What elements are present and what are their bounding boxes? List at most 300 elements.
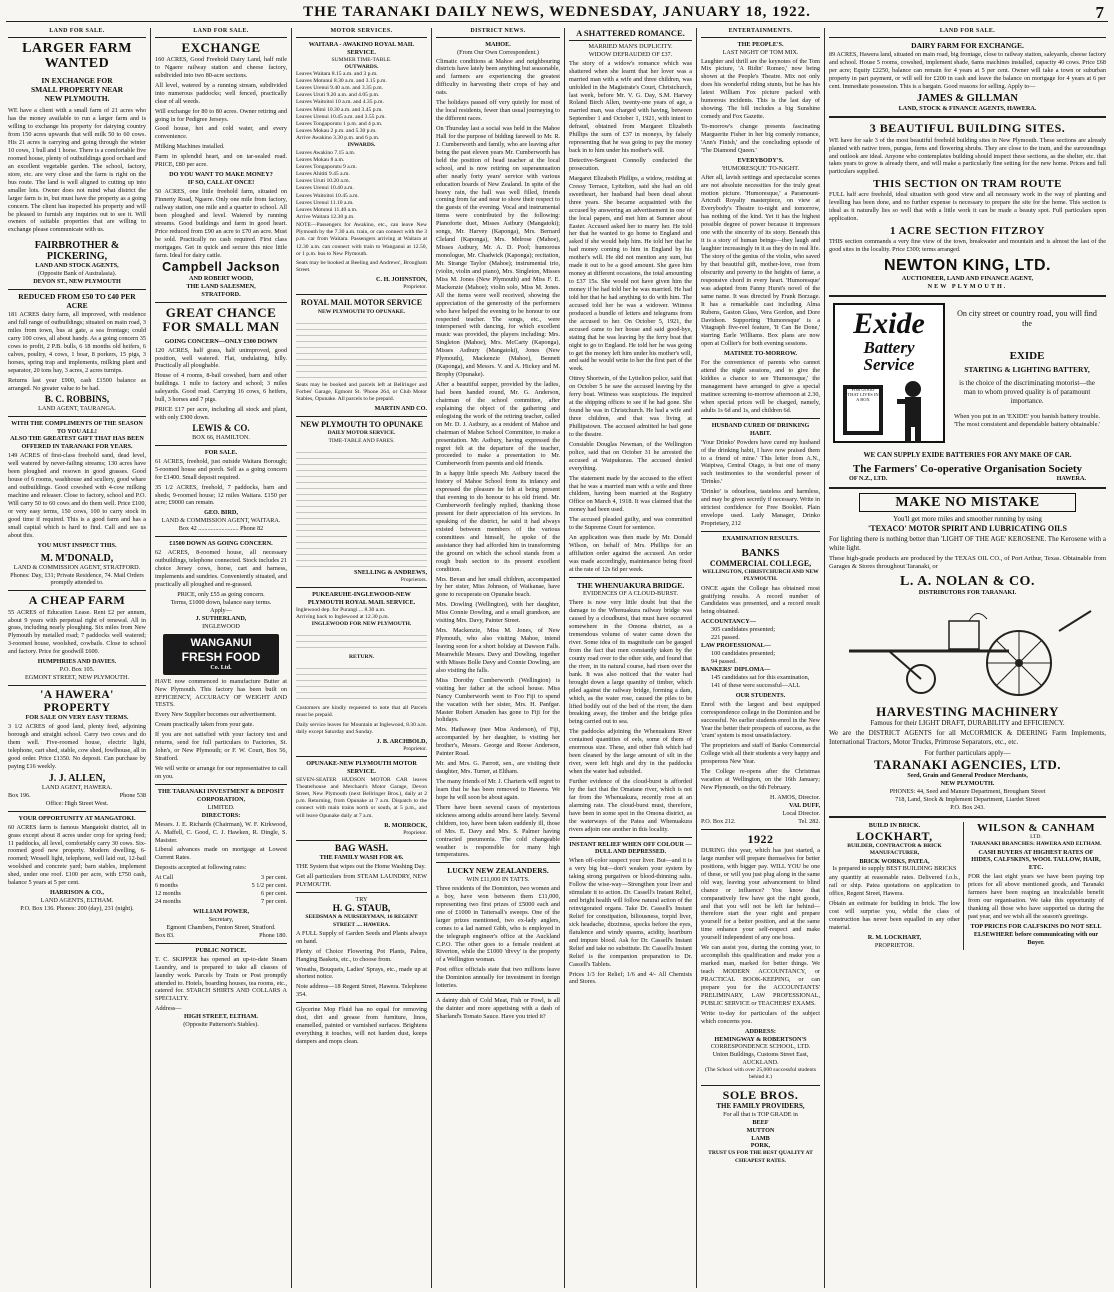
rate-value: 3 per cent. bbox=[261, 874, 287, 882]
article-paragraph: For the convenience of parents who cannot attend the night sessions, and to give the kiddies a chance to see 'Humoresque,' the management have arranged to give a special matinee screening to-morrow afternoon at 2.30, when special prices will be charged, namely, adults 1s 6d and 1s, and children 6d. bbox=[701, 359, 820, 414]
ad-subheading: IF SO, CALL AT ONCE! bbox=[187, 179, 255, 187]
agent-sub: Seed, Grain and General Produce Merchants, bbox=[907, 772, 1028, 780]
agent-sub: NEW PLYMOUTH. bbox=[940, 780, 995, 788]
service-line: Arriving back to Inglewood at 12.30 p.m. bbox=[296, 613, 390, 620]
agent-phone: 718, Land, Stock & Implement Department, Liardet Street bbox=[895, 796, 1040, 804]
agent-address: EGMONT STREET, NEW PLYMOUTH. bbox=[24, 674, 130, 682]
timetable-table bbox=[296, 318, 427, 380]
service-note: NOTE—Passengers for Awakino, etc., can leave New Plymouth by the 7.30 a.m. train, or can connect with the 3 p.m. car from Waitara. Passengers arriving at Waitara at 12.30 a.m. can connect with train to Wanganui at 12.50, or 1 p.m. bus to New Plymouth. bbox=[296, 222, 427, 257]
meat-item: MUTTON bbox=[746, 1126, 775, 1134]
agent-sub: AND ROBERT WOOD, bbox=[188, 275, 254, 283]
proprietor-title: Proprietor. bbox=[403, 829, 427, 836]
service-note: Daily service leaves for Mountain at Inglewood, 8.30 a.m. daily except Saturday and Sunday. bbox=[296, 721, 427, 735]
article-paragraph: Mrs. Dowling (Wellington), with her daughter, Miss Connie Dowling, and a small grandson, are visiting Mrs. Davy, Painter Street. bbox=[436, 601, 560, 625]
article-paragraph: The paddocks adjoining the Whenuakura River contained quantities of eels, some of them of enormous size. These, and other fish which had been cleaned by the large amount of silt in the river, were left high and dry in the paddocks when the water had subsided. bbox=[569, 728, 692, 776]
ad-body: DURING this year, which has just started, a large number will prepare themselves for better positions, with bigger pay. WILL YOU be one of these, or will you just plug along in the same old way, leaving your advancement to blind chance or influence? You know that comparatively few have got the right goods, and that you will not be left far behind—therefore start the year right and prepare yourself for a better position, and at the same time enhance your self-respect and make yourself independent of any one boss. bbox=[701, 846, 820, 942]
agent-name: NEWTON KING, LTD. bbox=[883, 257, 1051, 275]
article-paragraph: After all, lavish settings and spectacular scenes are not absolute necessities for the truly great motion picture. 'Humoresque,' a Paramount-Artcraft Royalty masterpiece, on view at Everybody's Theatre to-night and tomorrow, has nothing of the kind. Yet it has the highest possible degree of power because it impresses one with the sincerity of its story. Beneath this it is a story of human beings—they laugh and laughter increasingly in it as they do in real life. The story of the genius of the violin, who saved by that beautiful gift, mother-love, rose from obscurity and poverty to the heights of fame, a responsive chord in every heart. 'Humoresque' was adapted from Fanny Hurst's novel of the same name. It was directed by Frank Borzage. It has a remarkable cast including Alma Rubens, Gaston Glass, Vera Gordon, and Dore Davidson. Supporting 'Humoresque' is a Vitagraph five-reel feature, 'It Can Be Done,' starring Earle Williams. Box plans are now open at Collier's for both evening sessions. bbox=[701, 173, 820, 348]
agent-address: Egmont Chambers, Fenton Street, Stratford. bbox=[166, 923, 276, 931]
college-phone: Tel. 282. bbox=[798, 817, 820, 825]
ad-body: 55 ACRES of Education Lease. Rent £2 per annum, about 9 years with perpetual right of renewal. All in grass, including nearly ploughing. Six miles from New Plymouth by metalled road; 7 paddocks well watered; 3-roomed house, woolshed, cowbails. Close to school and factory. Price for goodwill £600. bbox=[8, 608, 146, 656]
ad-heading: A CHEAP FARM bbox=[28, 593, 126, 608]
ad-body: PRICE £17 per acre, including all stock and plant, with only £300 down. bbox=[155, 406, 287, 422]
theatre-sub: MATINEE TO-MORROW. bbox=[724, 350, 797, 358]
ad-body: 62 ACRES, 8-roomed house, all necessary outbuildings, telephone connected. Stock includes 21 choice Jersey cows, horse, cart and harness, implements and sundries. Conveniently situated, and practically all ploughed and re-grassed. bbox=[155, 549, 287, 588]
result-line: 221 passed. bbox=[711, 634, 740, 642]
bottom-ads bbox=[829, 822, 1106, 950]
agent-sub: STRATFORD. bbox=[201, 291, 241, 299]
agent-phone: P.O. Box 136. Phones: 200 (day), 231 (night). bbox=[20, 905, 134, 912]
article-paragraph: The many friends of Mr. J. Charteris will regret to learn that he has been removed to Hawera. We hope he will soon be about again. bbox=[436, 778, 560, 801]
ad-body: Note address—18 Regent Street, Hawera. Telephone 354. bbox=[296, 983, 427, 999]
column-rule bbox=[696, 28, 697, 1288]
ad-subheading: CASH BUYERS AT HIGHEST RATES OF bbox=[978, 848, 1094, 856]
ad-subheading: FOR SALE ON VERY EASY TERMS. bbox=[25, 714, 129, 722]
section-header: LAND FOR SALE. bbox=[155, 28, 287, 38]
rate-row bbox=[155, 874, 287, 882]
rate-term: 6 months bbox=[155, 882, 178, 890]
ad-subheading: IN EXCHANGE FOR bbox=[41, 76, 113, 86]
agent-name: FAIRBROTHER & PICKERING, bbox=[34, 240, 120, 263]
timetable-row: Arrive Waitara 12.30 p.m. bbox=[296, 213, 355, 220]
service-note: Seats may be booked at Beeling and Andrews', Brougham Street. bbox=[296, 259, 427, 274]
ad-heading: PUBLIC NOTICE. bbox=[195, 946, 247, 954]
ad-body: Enrol with the largest and best equipped correspondence college in the Dominion and be successful. No earlier students enrol in the New Year the better their prospects of success, as the 'cram' system is most unsatisfactory. bbox=[701, 700, 820, 740]
agent-sub: LAND, STOCK & FINANCE AGENTS, HAWERA. bbox=[898, 104, 1037, 112]
timetable-row: Leaves Urenui 10.45 a.m. and 3.55 p.m. bbox=[296, 113, 386, 120]
column-rule bbox=[824, 28, 825, 1288]
agent-contact bbox=[155, 932, 287, 940]
timetable-row: Leaves Mokau 2 p.m. and 5.30 p.m. bbox=[296, 128, 377, 135]
timetable-row: Leaves Urenui 9.40 a.m. and 3.35 p.m. bbox=[296, 85, 383, 92]
service-heading: PUKEARUHE-INGLEWOOD-NEW PLYMOUTH ROYAL MAIL SERVICE. bbox=[307, 590, 416, 606]
service-sub: TIME-TABLE AND FARES. bbox=[328, 437, 395, 444]
rate-term: 24 months bbox=[155, 898, 181, 906]
rate-row bbox=[155, 890, 287, 898]
ad-body: 3 1/2 ACRES of good land, plenty feed, adjoining borough and straight school. Carry two cows and do them well. Five-roomed house, electric light, telephone, cart shed, stable, cow shed, fowlhouse, all in good order. Price £1350. No deposit. Can purchase by paying £16 weekly. bbox=[8, 723, 146, 770]
ad-body: Prices 1/3 for Relief; 1/6 and 4/- All Chemists and Stores. bbox=[569, 970, 692, 986]
agent-name: H. G. STAUB, bbox=[332, 904, 391, 915]
agent-name: J. J. ALLEN, bbox=[48, 772, 106, 784]
ad-heading: THIS SECTION ON TRAM ROUTE bbox=[873, 178, 1062, 191]
ad-heading: 3 BEAUTIFUL BUILDING SITES. bbox=[869, 121, 1066, 136]
meat-list bbox=[701, 1119, 820, 1151]
article-paragraph: In a happy little speech Mr. Astbury traced the history of Mahoe School from its infancy and expressed the pleasure he felt at being present that evening to do honour to his old friend. Mr. Cumberworth feelingly replied, thanking those present for their appreciation of his services. In speaking of the district, he said it had always existed between members of the various committees and himself, he spoke of the assistance they had afforded him in transforming the ground on which the school stands from a rough bush section to its present excellent condition. bbox=[436, 470, 560, 573]
proprietor-name: R. M. LOCKHART, bbox=[867, 933, 922, 941]
college-name: COMMERCIAL COLLEGE, bbox=[709, 559, 812, 569]
service-sub: NEW PLYMOUTH TO OPUNAKE. bbox=[317, 308, 406, 315]
article-paragraph: The story of a widow's romance which was shattered when she learnt that her lover was a married man with a wife and three children, was unfolded in the Magistrate's Court, Christchurch, last week, before Mr. V. G. Day, S.M. Harvey Roland Birch Allen, twenty-one years of age, a married man, was charged with having, between September 1 and October 1, 1921, with intent to defraud, obtained from Margaret Elizabeth Phillips the sum of £37 in moneys, by falsely representing that he was going to pay the money back in to him under his mother's will. bbox=[569, 59, 692, 155]
agent-name: HARRISON & CO., bbox=[50, 889, 104, 897]
service-sub: DAILY MOTOR SERVICE. bbox=[327, 430, 396, 437]
college-box: P.O. Box 212. bbox=[701, 817, 736, 825]
ad-heading: MAKE NO MISTAKE bbox=[859, 493, 1076, 512]
article-subheading: WIN £11,000 IN TATTS. bbox=[466, 876, 530, 884]
section-header: DISTRICT NEWS. bbox=[436, 28, 560, 38]
agent-sub: INGLEWOOD bbox=[202, 622, 240, 630]
article-paragraph: Ottrey Shortwin, of the Lyttelton police, said that on October 5 he saw the accused leaving by the ferry boat. Witness was suspicious. He inquired at the shipping offices to see if he had gone. She found he was in Christchurch. He had a wife and three children, and that was living at Phillipstown. The accused admitted he had gone to the theatre. bbox=[569, 375, 692, 438]
college-sub: WELLINGTON, CHRISTCHURCH AND NEW PLYMOUTH. bbox=[702, 569, 819, 583]
agent-name: LOCKHART, bbox=[856, 829, 933, 844]
timetable-row: Arrive Awakino 3.30 p.m. and 6 p.m. bbox=[296, 135, 380, 142]
exide-logo-sub: Service bbox=[863, 354, 915, 374]
agent-phone: Phone 180. bbox=[259, 931, 287, 939]
exide-body: When you put in an 'EXIDE' you banish battery trouble. 'The most consistent and dependable battery obtainable.' bbox=[953, 412, 1101, 429]
section-header: ENTERTAINMENTS. bbox=[701, 28, 820, 38]
agent-sub: BUILDER, CONTRACTOR & BRICK MANUFACTURER, bbox=[847, 843, 942, 857]
rate-value: 6 per cent. bbox=[261, 890, 287, 898]
school-sub: CORRESPONDENCE SCHOOL, LTD. bbox=[710, 1043, 811, 1051]
article-paragraph: Further evidence of the cloud-burst is afforded by the fact that the Omatane river, which is not far from the Whenuakura, recently rose at an alarming rate. The cloud-burst must, therefore, have been in some spot in the Omona district, as the waterways of the Patea and Whenuakura rivers adjoin one another in this locality. bbox=[569, 777, 692, 833]
timetable-row: Leaves Awakino 7.15 a.m. bbox=[296, 149, 356, 156]
ad-heading: YOUR OPPORTUNITY AT MANGATOKI. bbox=[18, 814, 136, 822]
rate-term: At Call bbox=[155, 874, 174, 882]
ad-body: 61 ACRES, freehold, just outside Waitara Borough; 5-roomed house and porch. Sell as a going concern for £1400. Small deposit required. bbox=[155, 457, 287, 481]
ad-body: The College re-opens after the Christmas vacation at Wellington, on the 16th January; New Plymouth, on the 6th February. bbox=[701, 768, 820, 792]
meat-item: BEEF bbox=[752, 1118, 769, 1126]
theatre-name: THE PEOPLE'S. bbox=[737, 40, 784, 48]
lockhart-ad bbox=[829, 822, 964, 950]
column-3 bbox=[296, 28, 427, 1288]
article-paragraph: The statement made by the accused to the effect that he was a married man with a wife and three children, having been married at the Registry Office on March 4, 1918. It was claimed that the money had been used. bbox=[569, 474, 692, 514]
column-rule bbox=[564, 28, 565, 1288]
agent-sub: LAND AND STOCK AGENTS, bbox=[35, 262, 119, 270]
shop-sub: For all that is TOP GRADE in bbox=[723, 1110, 798, 1118]
ad-body: 120 ACRES, half grass, half unimproved, good position, well watered. Flat, undulating, hilly. Practically all ploughable. bbox=[155, 346, 287, 370]
ad-heading: WITH THE COMPLIMENTS OF THE SEASON TO YOU ALL! bbox=[11, 419, 143, 435]
exide-badge-text: FOR GOOD THAT LIVES IN A BOX bbox=[847, 386, 879, 403]
proprietor-title: PROPRIETOR. bbox=[874, 941, 915, 949]
agent-office: Office: High Street West. bbox=[45, 799, 109, 807]
rate-row bbox=[155, 898, 287, 906]
ad-note: YOU MUST INSPECT THIS. bbox=[37, 541, 117, 549]
proprietor-name: J. B. ARCHBOLD, bbox=[376, 737, 427, 745]
ad-heading: HUSBAND CURED OF DRINKING HABIT. bbox=[711, 421, 810, 437]
ad-body: T. C. SKIPPER has opened an up-to-date Steam Laundry, and is prepared to take all classes of laundry work. Parcels by Train or Post promptly attended to. Hotels, boarding houses, tea rooms, etc., catered for. STARCH SHIRTS AND COLLARS A SPECIALTY. bbox=[155, 955, 287, 1003]
article-heading: MAHOE. bbox=[485, 40, 511, 48]
ad-body: Famous for their LIGHT DRAFT, DURABILITY and EFFICIENCY. bbox=[870, 719, 1065, 728]
ad-heading: 'A HAWERA' PROPERTY bbox=[40, 689, 114, 714]
agent-address: P.O. Box 105. bbox=[59, 666, 95, 674]
column-1 bbox=[8, 28, 146, 1288]
article-heading: LUCKY NEW ZEALANDERS. bbox=[447, 866, 549, 876]
ad-body: Good house, hot and cold water, and every convenience. bbox=[155, 125, 287, 141]
agent-sub: LAND AGENT, HAWERA. bbox=[41, 783, 113, 791]
article-heading: A SHATTERED ROMANCE. bbox=[569, 28, 692, 41]
ad-body: Plenty of Choice Flowering Pot Plants, Palms, Hanging Baskets, etc., to choose from. bbox=[296, 947, 427, 963]
agent-name: Campbell Jackson bbox=[162, 260, 280, 275]
agent-name: L. A. NOLAN & CO. bbox=[900, 573, 1035, 589]
theatre-sub: LAST NIGHT OF TOM MIX. bbox=[722, 48, 799, 56]
article-paragraph: The holidays passed off very quietly for most of the local residents, fewer than usual journeying to the different races. bbox=[436, 99, 560, 123]
ad-body: 60 ACRES farm is famous Mangatoki district, all in grass except about 8 acres under crop for spring feed; 11 paddocks, all level, comfortably carry 30 cows. Six-roomed good new property. Modern dwelling, 6-roomed; Wessell light, telephone, well laid out, 12-bail woolshed and concrete yard; barn stables, implement shed, under one roof. £100 per acre, with £750 cash, balance 5 years at 5 per cent. bbox=[8, 823, 146, 887]
agent-sub: LAND & COMMISSION AGENT, STRATFORD. bbox=[13, 563, 141, 571]
timetable-row: Leaves Urenui 10.40 a.m. bbox=[296, 185, 354, 192]
ad-heading: DAIRY FARM FOR EXCHANGE. bbox=[911, 40, 1024, 50]
agent-sub: (Opposite Bank of Australasia). bbox=[37, 270, 117, 278]
masthead-title: THE TARANAKI DAILY NEWS, WEDNESDAY, JANUARY 18, 1922. bbox=[303, 4, 811, 20]
agent-name: B. C. ROBBINS, bbox=[44, 393, 110, 404]
article-paragraph: An application was then made by Mr. Donald Wilson, on behalf of Mrs. Phillips for an affiliation order against the accused. An order was made accordingly, maintenance being fixed at the rate of 12s 6d per week. bbox=[569, 534, 692, 573]
logo-line: Co. Ltd. bbox=[210, 664, 232, 671]
article-subheading: WIDOW DEFRAUDED OF £37. bbox=[588, 50, 673, 58]
ad-body: HAVE now commenced to manufacture Butter at New Plymouth. This factory has been built on EFFICIENCY, ACCURACY OF WEIGHT AND TESTS. bbox=[155, 677, 287, 709]
ad-body: Glycerine Mop Fluid has no equal for removing dust, dirt and grease from furniture, linos, enamelled, painted or varnished surfaces. Brightens everything it touches, will not harden dust, keeps dampers and mops clean. bbox=[296, 1006, 427, 1046]
agent-box: Box 196. bbox=[8, 791, 31, 799]
meat-item: PORK, bbox=[750, 1142, 771, 1150]
article-paragraph: Detective-Sergeant Connolly conducted the prosecution. bbox=[569, 157, 692, 172]
rate-value: 7 per cent. bbox=[261, 898, 287, 906]
logo-line: WANGANUI bbox=[190, 636, 252, 649]
ad-body: The proprietors and staff of Banks Commercial College wish all their students a very happy and prosperous New Year. bbox=[701, 742, 820, 766]
school-address: Union Buildings, Customs Street East, AUCKLAND. bbox=[712, 1051, 809, 1067]
exide-logo-sub: Battery bbox=[863, 337, 915, 357]
article-heading: THE WHENUAKURA BRIDGE. bbox=[576, 580, 685, 590]
agent-box: Box 83. bbox=[155, 931, 175, 939]
exide-body: is the choice of the discriminating motorist—the man to whom proved quality is of paramount importance. bbox=[959, 378, 1095, 405]
section-header: LAND FOR SALE. bbox=[829, 28, 1106, 38]
timetable-inwards bbox=[296, 150, 427, 222]
timetable-row: Leaves Mimi 10.30 a.m. and 3.45 p.m. bbox=[296, 106, 383, 113]
page-number: 7 bbox=[1095, 3, 1104, 22]
agent-name: TARANAKI AGENCIES, LTD. bbox=[873, 757, 1062, 773]
timetable-row: Leaves Waitara 8.15 a.m. and 3 p.m. bbox=[296, 70, 378, 77]
ad-body: Will exchange for 80 to 80 acres. Owner retiring and going in for Pedigree Jerseys. bbox=[155, 107, 287, 123]
ad-body: FOR the last eight years we have been paying top prices for all above mentioned goods, and Taranaki farmers have been reaping an incalculable benefit from our organisation. We take this opportunity of thanking all those who have supported us during the past year, and we wish all the season's greetings. bbox=[968, 873, 1104, 921]
agent-sub: Secretary, bbox=[208, 915, 234, 923]
shop-sub: THE FAMILY PROVIDERS, bbox=[716, 1101, 805, 1110]
result-line: 305 candidates presented; bbox=[711, 626, 775, 634]
ad-body: 50 ACRES, one little freehold farm, situated on Finnerty Road, Ngaere. Only one mile from factory, railway station, one mile and a quarter to school. All been ploughed and level. Watered by running streams. Good buildings and farm in good heart. Price reduced from £90 an acre to £70 an acre. Must be sold. Practically no cash required. First class mortgages. Get in quick and secure this nice little farm. Ideal for dairy cattle. bbox=[155, 188, 287, 259]
harvester-illustration bbox=[829, 601, 1099, 701]
proprietor-name: C. H. JOHNSTON, bbox=[376, 276, 427, 284]
agent-name: WILLIAM POWER, bbox=[192, 908, 250, 915]
ad-body: Liberal advances made on mortgage at Lowest Current Rates. bbox=[155, 846, 287, 862]
timetable-table bbox=[296, 447, 427, 567]
agent-sub: LAND & COMMISSION AGENT, WAITARA. bbox=[161, 517, 281, 525]
ad-subheading: LIMITED. bbox=[207, 803, 235, 811]
column-rule bbox=[291, 28, 292, 1288]
signatory: H. AMOS, Director. bbox=[769, 794, 820, 801]
ad-body: Every New Supplier becomes our advertisement. bbox=[155, 711, 277, 719]
column-5 bbox=[569, 28, 692, 1288]
result-line: 141 of these were successful—ALL bbox=[711, 681, 801, 689]
agent-name: LEWIS & CO. bbox=[192, 423, 250, 433]
agent-sub: THE LAND SALESMEN, bbox=[186, 283, 256, 291]
service-heading: NEW PLYMOUTH TO OPUNAKE bbox=[300, 420, 423, 430]
ad-body: 181 ACRES dairy farm, all improved, with residence and full range of outbuildings; situated on main road, 3 miles from town, bus at gate, a sea frontage; could carry 100 cows, all about handy. As a going concern 35 cows to profit, 2 P.B. bulls, 6 18 months old heifers, 6 calves, poultry, 4 cows, 1 boar, 8 porkers, 15 pigs, 3 horses, spring trap and implements, milking plant and separator, 20 tons hay, 3 acres, 2 acres turnips. bbox=[8, 311, 146, 374]
society-ltd: OF N.Z., LTD. bbox=[849, 474, 888, 482]
agent-sub: BRICK WORKS, PATEA, bbox=[859, 857, 930, 865]
ad-apply: Apply— bbox=[210, 606, 232, 614]
masthead bbox=[6, 4, 1108, 22]
result-heading: LAW PROFESSIONAL— bbox=[701, 642, 771, 650]
timetable-row: Leaves Uruti 10.20 a.m. bbox=[296, 178, 351, 185]
ad-terms: Terms, £1000 down, balance easy terms. bbox=[170, 598, 272, 606]
timetable-row: Leaves Ahititi 9.45 a.m. bbox=[296, 171, 350, 178]
exide-logo: Exide bbox=[853, 306, 925, 340]
column-7 bbox=[829, 28, 1106, 1288]
ad-heading: 1 ACRE SECTION FITZROY bbox=[890, 225, 1045, 238]
ad-price: PRICE, only £55 as going concern. bbox=[177, 590, 265, 598]
agent-box: BOX 66, HAMILTON. bbox=[192, 433, 250, 441]
result-heading: ACCOUNTANCY— bbox=[701, 618, 756, 626]
result-heading: BANKERS' DIPLOMA— bbox=[701, 665, 771, 673]
ad-note: TOP PRICES FOR CALFSKINS DO NOT SELL ELSEWHERE before communicating with our Buyer. bbox=[970, 922, 1102, 946]
ad-body: When off-color suspect your liver. But—and it is a very big but—don't weaken your system by taking strong purgatives or blood-thinning salts. Follow the wise-way—Strengthen your liver and stimulate it to action. Dr. Cassell's Instant Relief, and bright health will follow natural action of the reinvigorated organs. Take Dr. Cassell's Instant Relief for constipation, biliousness, torpid liver, sick headache, dizziness, specks before the eyes, flatulence and windy spasms, acidity, heartburn and impure blood. Ask for Dr. Cassell's Instant Relief and take no substitute. Dr. Cassell's Instant Relief is the companion preparation to Dr. Cassell's Tablets. bbox=[569, 857, 692, 968]
agent-name: J. SUTHERLAND, bbox=[195, 614, 247, 622]
article-paragraph: Mr. and Mrs. G. Parrott, sen., are visiting their daughter, Mrs. Turner, at Eltham. bbox=[436, 760, 560, 776]
school-name: HEMINGWAY & ROBERTSON'S bbox=[714, 1035, 807, 1043]
ad-body: 35 1/2 ACRES, freehold, 7 paddocks, barn and sheds; 9-roomed house; 12 miles Waitara. £150 per acre; £9000 can remain. bbox=[155, 483, 287, 507]
rate-term: 12 months bbox=[155, 890, 181, 898]
agent-name: GEO. BIRD, bbox=[204, 509, 238, 517]
article-paragraph: To-morrow's change presents fascinating Marguerite Fisher in her big comedy romance, 'Ann's Finish,' and the concluding episode of 'The Diamond Queen.' bbox=[701, 123, 820, 154]
ad-address: Address— bbox=[155, 1005, 182, 1013]
ad-body: Milking Machines installed. bbox=[155, 143, 225, 151]
proprietor-title: Proprietors. bbox=[400, 576, 427, 583]
proprietor-title: Proprietor. bbox=[403, 284, 427, 291]
ad-body: Wreaths, Bouquets, Ladies' Sprays, etc., made up at shortest notice. bbox=[296, 965, 427, 981]
product-name: 'TEXACO' MOTOR SPIRIT AND LUBRICATING OILS bbox=[868, 523, 1067, 533]
article-subheading: MARRIED MAN'S DUPLICITY. bbox=[588, 42, 673, 50]
ad-body: Cream practically taken from your gate. bbox=[155, 721, 254, 729]
school-note: (The School with over 25,000 successful students behind it.) bbox=[704, 1067, 817, 1081]
ad-body: 160 ACRES, Good Freehold Dairy Land, half mile to Ngaere railway station and cheese factory, subdivided into two 80-acre sections. bbox=[155, 55, 287, 79]
agent-sub: LAND AGENT, TAURANGA. bbox=[38, 404, 116, 412]
ad-body: 149 ACRES of first-class freehold sand, dead level, well watered by never-failing streams; 130 acres have been ploughed and resown in good grasses. Good house of 6 rooms, washhouse and scullery, good whare and outbuildings. Good cowshed with 4-cow milking machine and releaser. Close to factory, school and P.O. Will carry 50 to 60 cows and do them well. Price £100, or very easy terms, 150 cows, 100 to carry stock in good time if required. This is a good farm and has a small capital which is hard to find. Call and see us about this. bbox=[8, 452, 146, 539]
result-line: 100 candidates presented; bbox=[711, 650, 775, 658]
battery-man-icon bbox=[835, 375, 943, 445]
exide-type: STARTING & LIGHTING BATTERY, bbox=[964, 364, 1090, 374]
timetable-row: Leaves Urenui 11.10 a.m. bbox=[296, 199, 354, 206]
agent-phone: PHONES: 44, Seed and Manure Department, Brougham Street bbox=[889, 788, 1046, 796]
agent-sub: LAND AGENTS, ELTHAM. bbox=[40, 897, 114, 905]
agent-sub: DISTRIBUTORS FOR TARANAKI. bbox=[918, 589, 1017, 597]
ad-body: THE System that wipes out the Home Washing Day. bbox=[296, 863, 426, 871]
ad-subheading: NEW PLYMOUTH. bbox=[44, 93, 110, 103]
service-heading: WAITARA - AWAKINO ROYAL MAIL SERVICE. bbox=[308, 40, 415, 56]
ad-subheading: HIDES, CALFSKINS, WOOL TALLOW, HAIR, ETC. bbox=[971, 856, 1101, 872]
article-paragraph: Laughter and thrill are the keynotes of the Tom Mix picture, 'A Ridin' Romeo,' now being shown at the People's Theatre. Mix not only does his wonderful riding stunts, but he has his latest William Fox picture packed with humorous incidents. This is the last day of showing. The bill includes a big Sunshine comedy and Fox Gazette. bbox=[701, 57, 820, 121]
ad-subheading: DO YOU WANT TO MAKE MONEY? bbox=[169, 171, 273, 179]
timetable-row: Leaves Motunui 8.30 a.m. and 3.15 p.m. bbox=[296, 78, 387, 85]
article-paragraph: On Thursday last a social was held in the Mahoe Hall for the purpose of bidding farewell to Mr. R. J. Cumberworth and family, who are leaving after being the past eleven years Mr. Cumberworth has held the position of head teacher at the local school, and is now retiring on superannuation after nearly forty years' service with various education boards of New Zealand. In spite of the heavy rain, the hall was well filled, friends coming from far and near to show their respect to the guests of the evening. Vocal and instrumental items were contributed by the following: Pianoforte duet, Misses Astbury (Mangatoki); songs, Mr. Harvey (Kaponga), Mrs. Bernard Cleland (Kaponga), Mrs. Melrose (Mahoe), Misses Astbury, Mr. A. D. Pool; humorous monologue, Mr. Chadwick (Kaponga); recitation, Mr. Strange Taylor (Mahoe); instrumental trio, (violin, violin and piano), Mrs. Singleton, Misses Miss M. Jones (New Plymouth) and Miss F. E. Mackenzie (Mahoe); violin solo, Miss M. Jones. All the items were well received, showing the appreciation of the generosity of the performers who have helped the evening to be honour to our respected teacher. The songs, etc., were interspersed with dancing, for which excellent music was provided, the players including: Mrs. Singleton (Mahoe), Mrs. McCarty (Kaponga), Misses Astbury (Mangatoki), Jones (New Plymouth), Mackenzie (Mahoe), Bennett (Kaponga), and Messrs. V. and A. Hickey and M. Brophy (Opunake). bbox=[436, 125, 560, 379]
article-paragraph: After a beautiful supper, provided by the ladies, had been handed round, Mr. G. Anderson, chairman of the school committee, after explaining the object of the gathering and eulogising the work of the retiring teacher, called on Mr. D. J. Astbury, as a resident of Mahoe and chairman of Mahoe School Committee, to make a presentation. Mr. Astbury, having expressed the regret felt at the departure of the teacher, proceeded to make a presentation to Mr. Cumberworth from parents and old friends. bbox=[436, 381, 560, 468]
ad-body: 'Drinko' is odourless, tasteless and harmless, and may be given secretly if necessary. Write in strictest confidence for Free Booklet. Plain envelope used. Lady Manager, Drinko Proprietary, 212 bbox=[701, 488, 820, 528]
timetable-row: Leaves Tongaporutu 1 p.m. and 4 p.m. bbox=[296, 120, 383, 127]
agent-name: M. M'DONALD, bbox=[40, 552, 114, 564]
column-2 bbox=[155, 28, 287, 1288]
article-paragraph: Post office officials state that two millions leave the Dominion annually for investment in foreign lotteries. bbox=[436, 966, 560, 990]
ad-body: For lighting there is nothing better than 'LIGHT OF THE AGE' KEROSENE. The Kerosene with a white light. bbox=[829, 535, 1106, 553]
column-4 bbox=[436, 28, 560, 1288]
service-sub: INGLEWOOD FOR NEW PLYMOUTH. bbox=[311, 620, 412, 627]
article-paragraph: Mrs. Mackenzie, Miss M. Jones, of New Plymouth, who also visiting Mahoe, intend leaving soon for a short holiday at Dawson Falls. Meanwhile Messrs. Davy and Dowling, together with Misses Bolle Davy and Connie Dowling, are also visiting the falls. bbox=[436, 627, 560, 674]
agent-sub: TARANAKI BRANCHES: HAWERA AND ELTHAM. bbox=[970, 841, 1102, 848]
ad-body: We can assist you, during the coming year, to accomplish this qualification and make you a marked man, marked for better things. We teach MODERN ACCOUNTANCY, or PRACTICAL BOOK-KEEPING, or can prepare you for the ACCOUNTANTS' PRELIMINARY, LAW PROFESSIONAL, PUBLIC SERVICE or TEACHERS' EXAMS. bbox=[701, 944, 820, 1007]
theatre-sub: 'HUMORESQUE' TO-NIGHT. bbox=[721, 164, 800, 172]
ad-body: A FULL Supply of Garden Seeds and Plants always on hand. bbox=[296, 929, 427, 945]
result-line: 145 candidates sat for this examination, bbox=[711, 673, 810, 681]
ad-subheading: GOING CONCERN—ONLY £300 DOWN bbox=[164, 337, 278, 345]
article-paragraph: Margaret Elizabeth Phillips, a widow, residing at Cressy Terrace, Lyttelton, said she had an old sweetheart, her husband had been dead about three years. She became acquainted with the accused by answering an advertisement in one of the local papers, and met him at Sumner about Easter. Accused asked her to marry her. He told her that he wanted to go home to England and asked if she would help him. He told her that he had money coming to him in England by his mother's will. He did not mention any sum, but made it out to be a good amount. She gave him money at different occasions, the total amounting to £37 15s. She would not have given him the money if he had told her he was married. He had told her that he had anything to do with him. The accused told her he was a widower. Witness produced a bundle of letters and telegrams from the accused to her. On October 5, 1921, the accused came to her house and said good-bye, stating that he was leaving by the ferry boat that night to go to England. He told her he was going to get the money left him under his mother's will, and said he would write to her the first part of the week. bbox=[569, 174, 692, 373]
ad-body: Obtain an estimate for building in brick. The low cost will surprise you, whilst the class of construction has never been equalled in any other material. bbox=[829, 900, 960, 932]
article-paragraph: There have been several cases of mysterious sickness among adults around here lately. Several children, too, have been taken suddenly ill, those of Mrs. E. Davy and Mrs. S. Palmer having contracted pneumonia. The cold changeable weather is responsible for many high temperatures. bbox=[436, 803, 560, 859]
ad-body: House of 4 rooms, 8-bail cowshed, barn and other buildings. 1 mile to factory and school; 3 miles saleyards. Good road. Carrying 16 cows, 6 heifers, bull, 3 horses and 7 pigs. bbox=[155, 372, 287, 404]
timetable-row: Leaves Mokau 8 a.m. bbox=[296, 156, 345, 163]
ad-heading: INSTANT RELIEF WHEN OFF COLOUR —DULL AND DEPRESSED. bbox=[569, 840, 692, 856]
timetable-row: Leaves Uruti 9.20 a.m. and 4.05 p.m. bbox=[296, 92, 380, 99]
section-header: MOTOR SERVICES. bbox=[296, 28, 427, 38]
column-rule bbox=[431, 28, 432, 1288]
exide-logo-panel bbox=[833, 303, 945, 443]
ad-subheading: THE FAMILY WASH FOR 4/6. bbox=[319, 854, 404, 862]
rates-list bbox=[155, 874, 287, 906]
service-sub: SUMMER TIME-TABLE. bbox=[331, 56, 392, 63]
column-6 bbox=[701, 28, 820, 1288]
ad-heading: EXAMINATION RESULTS. bbox=[722, 534, 799, 542]
ad-body: We are the DISTRICT AGENTS for all McCORMICK & DEERING Farm Implements, International Tractors, Motor Trucks, Primrose Separators, etc., etc. bbox=[829, 729, 1106, 747]
article-paragraph: Miss Dorothy Cumberworth (Wellington) is visiting her father at the school house. Miss Nancy Cumberworth went to Foo Fiji to spend the vacation with her sister, Mrs. H. Panfgar. Master Robert Amaden has gone to Fiji for the holidays. bbox=[436, 676, 560, 724]
article-paragraph: Three residents of the Dominion, two women and a boy, have won between them £11,000, representing two first prizes of £5000 each and one of £1000 in Tattersall's sweeps. One of the larger prizes mentioned, two ex-lady anglers, comes to a lad named Gibb, who is employed in the telegraph engineer's office at the Auckland C.P.O. The other goes to a female resident at Riverton, while the £1000 'divvy' is the property of a Wellington woman. bbox=[436, 884, 560, 964]
agent-sub: AUCTIONEER, LAND AND FINANCE AGENT, bbox=[901, 274, 1034, 282]
service-note: SEVEN-SEATER HUDSON MOTOR CAR leaves Theaterhouse and Merchant's Motor Garage, Devon Street, New Plymouth (next Bellringer Bros.), daily at 2 p.m. Returning, from Opunake at 7 a.m. Dispatch to the connect with main trains north or south, at 5 p.m., and will leave Opunake daily at 7 a.m. bbox=[296, 776, 427, 819]
agent-name: HUMPHRIES AND DAVIES. bbox=[37, 658, 117, 666]
timetable-row: Leaves Waitoitoi 10.45 a.m. bbox=[296, 192, 359, 199]
ad-heading: THE TARANAKI INVESTMENT & DEPOSIT CORPORATION, bbox=[157, 787, 285, 803]
wanganui-logo bbox=[163, 634, 279, 675]
service-sub: OUTWARDS. bbox=[344, 63, 379, 70]
ad-body: 'Your Drinko' Powders have cured my husband of the drinking habit, I have now praised them to a friend of mine.' This letter from A.N., Waipiwa, Central Otago, is but one of many such testimonies to the wonderful power of 'Drinko.' bbox=[701, 438, 820, 486]
section-header: LAND FOR SALE. bbox=[8, 28, 146, 38]
ad-body: 89 ACRES, Hawera land, situated on main road, big frontage, close to railway station, saleyards, cheese factory and school. House 5 rooms, cowshed, implement shade, 6ams machines installed, capacity 40 cows. Price £68 per acre; Equity £2250, balance can remain for 4 years at 5 per cent. Owner will take a town or suburban property in part payment, or will sell for £200 in cash and leave the balance on mortgage for 4 years at 6 per cent. Immediate possession. This is a bargain. Good reasons for selling. Apply to— bbox=[829, 51, 1106, 91]
article-subheading: EVIDENCES OF A CLOUD-BURST. bbox=[582, 590, 679, 598]
exide-brand: EXIDE bbox=[1009, 349, 1045, 362]
society-sub bbox=[829, 475, 1106, 483]
timetable-row: Leaves Tongaporutu 9 a.m. bbox=[296, 163, 357, 170]
proprietor-name: SNELLING & ANDREWS, bbox=[353, 568, 427, 576]
ad-body: Deposits accepted at following rates: bbox=[155, 864, 247, 872]
ad-subheading: SMALL PROPERTY NEAR bbox=[31, 85, 123, 95]
service-note: Customers are kindly requested to note that all Parcels must be prepaid. bbox=[296, 705, 427, 719]
article-byline: (From Our Own Correspondent.) bbox=[457, 48, 539, 56]
college-name: BANKS bbox=[741, 546, 780, 559]
article-paragraph: Mrs. Hathaway (nee Miss Anderson), of Fiji, accompanied by her daughter, is visiting her brother's, Messrs. George and Reese Anderson, Painter Road. bbox=[436, 726, 560, 758]
exide-ad bbox=[829, 301, 1106, 451]
ad-heading: £1500 DOWN AS GOING CONCERN. bbox=[169, 540, 273, 548]
theatre-name: EVERYBODY'S. bbox=[737, 156, 784, 164]
ad-body: Farm in splendid heart, and on tar-sealed road. PRICE, £80 per acre. bbox=[155, 153, 287, 169]
service-sub: RETURN. bbox=[348, 654, 375, 661]
agent-contact bbox=[8, 792, 146, 800]
proprietor-title: Proprietor. bbox=[403, 745, 427, 752]
ad-body: ONCE again the College has obtained most gratifying results. A record number of Candidates was presented, and a record result being obtained. bbox=[701, 584, 820, 616]
ad-subheading: TRY bbox=[355, 896, 368, 904]
meat-item: LAMB bbox=[751, 1134, 770, 1142]
signatory-title: Local Director. bbox=[782, 809, 820, 817]
service-heading: ROYAL MAIL MOTOR SERVICE bbox=[300, 298, 423, 308]
ad-body: Messrs. J. E. Richards (Chairman), W. F. Kirkwood, A. Maffell, C. Good, C. J. Hawken, R. Dingle, S. Masister. bbox=[155, 820, 287, 844]
ad-heading: REDUCED FROM £50 TO £40 PER ACRE bbox=[18, 292, 136, 310]
shop-slogan: TRUST US FOR THE BEST QUALITY AT CHEAPEST RATES. bbox=[708, 1150, 813, 1164]
ad-body: All level, watered by a running stream, subdivided into numerous paddocks; well fenced, practically clear of all weeds. bbox=[155, 81, 287, 105]
ad-body: WE have for sale 3 of the most beautiful freehold building sites in New Plymouth. These sections are already planted with native trees, pungas, ferns and flowering shrubs. They are close to the tram, and the surroundings and outlook are ideal. Anyone who contemplates building should inspect these sections, as the shelter, etc. that takes years to grow is already there, and will make a particularly fine setting for the new home. Prices and full particulars supplied. bbox=[829, 136, 1106, 176]
timetable-outwards bbox=[296, 71, 427, 143]
wilson-canham-ad bbox=[968, 822, 1104, 950]
rate-row bbox=[155, 882, 287, 890]
service-line: Inglewood dep. for Purangi ... 8.30 a.m. bbox=[296, 606, 386, 613]
